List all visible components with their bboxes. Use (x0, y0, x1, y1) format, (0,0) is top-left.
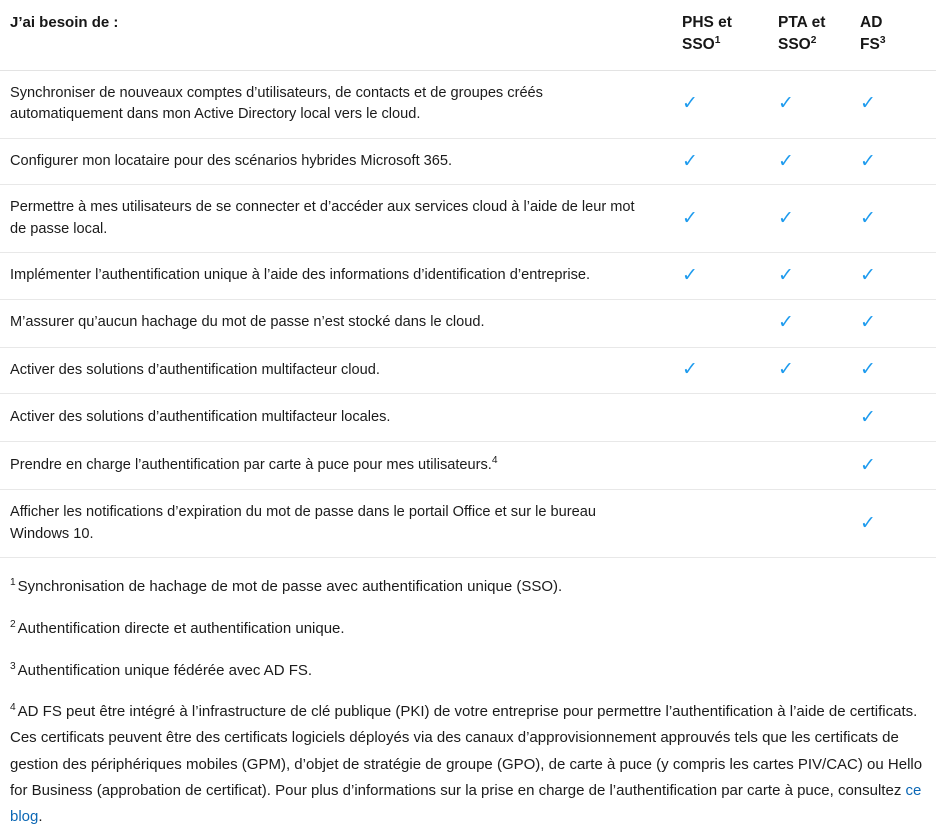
empty-cell (682, 406, 700, 424)
check-icon: ✓ (860, 206, 876, 229)
footnote-text: AD FS peut être intégré à l’infrastructure de clé publique (PKI) de votre entreprise pour permettre l’authentification à l’aide de certificats. Ces certificats peuvent être des certificats logiciels déployés via des canaux d’approvisionnement approuvés tels que les certificats de gestion des périphériques mobiles (GPM), d’objet de stratégie de groupe (GPO), de carte à puce (y compris les cartes PIV/CAC) ou Hello for Business (approbation de certificat). Pour plus d’informations sur la prise en charge de l’authentification par carte à puce, consultez (10, 703, 923, 799)
support-cell-pta-sso (770, 299, 852, 347)
footnote-marker: 2 (10, 618, 16, 630)
check-icon: ✓ (682, 263, 698, 286)
footnote-text: Authentification directe et authentification unique. (17, 619, 345, 637)
requirement-cell (0, 442, 674, 490)
support-cell-adfs (852, 347, 936, 393)
support-cell-adfs (852, 185, 936, 253)
check-icon: ✓ (778, 92, 794, 115)
footnote-ref-2: 2 (810, 34, 817, 46)
support-cell-adfs (852, 138, 936, 184)
requirement-text: Configurer mon locataire pour des scénarios hybrides Microsoft 365. (10, 152, 453, 169)
column-header-adfs-text: FS (860, 36, 880, 53)
support-cell-adfs (852, 299, 936, 347)
footnote-ref-3: 3 (879, 34, 886, 46)
table-row (0, 138, 936, 184)
support-cell-phs-sso (674, 71, 770, 139)
support-cell-adfs (852, 490, 936, 558)
support-cell-pta-sso (770, 138, 852, 184)
support-cell-phs-sso (674, 490, 770, 558)
support-cell-phs-sso (674, 299, 770, 347)
support-cell-phs-sso (674, 394, 770, 442)
check-icon: ✓ (860, 311, 876, 334)
column-header-adfs (852, 0, 936, 71)
table-header-row (0, 0, 936, 71)
footnote-text-tail: . (38, 807, 43, 825)
table-header (0, 0, 936, 71)
footnote-text: Synchronisation de hachage de mot de passe avec authentification unique (SSO). (17, 577, 563, 595)
support-cell-phs-sso (674, 185, 770, 253)
support-cell-pta-sso (770, 347, 852, 393)
requirement-cell (0, 253, 674, 299)
support-cell-adfs (852, 394, 936, 442)
footnotes-section (0, 558, 936, 830)
empty-cell (778, 512, 796, 530)
table-body (0, 71, 936, 558)
requirement-cell (0, 394, 674, 442)
column-header-pta-sso-line2 (778, 34, 852, 56)
column-header-phs-sso-line1: PHS et (682, 14, 732, 31)
check-icon: ✓ (860, 405, 876, 428)
table-row (0, 490, 936, 558)
check-icon: ✓ (860, 511, 876, 534)
column-header-adfs-line2 (860, 34, 936, 56)
check-icon: ✓ (778, 311, 794, 334)
footnote-ref-1: 1 (714, 34, 721, 46)
column-header-adfs-line1: AD (860, 14, 883, 31)
support-cell-adfs (852, 253, 936, 299)
support-cell-phs-sso (674, 347, 770, 393)
requirement-cell (0, 138, 674, 184)
empty-cell (778, 406, 796, 424)
column-header-pta-sso (770, 0, 852, 71)
support-cell-pta-sso (770, 185, 852, 253)
support-cell-pta-sso (770, 253, 852, 299)
requirement-cell (0, 299, 674, 347)
footnote-text: Authentification unique fédérée avec AD FS. (17, 661, 313, 679)
footnote-3 (10, 658, 926, 684)
column-header-pta-sso-line1: PTA et (778, 14, 826, 31)
check-icon: ✓ (682, 92, 698, 115)
table-row (0, 185, 936, 253)
requirement-cell (0, 490, 674, 558)
column-header-need (0, 0, 674, 71)
empty-cell (682, 512, 700, 530)
requirement-text: Prendre en charge l’authentification par carte à puce pour mes utilisateurs. (10, 456, 492, 473)
requirement-text: Implémenter l’authentification unique à l’aide des informations d’identification d’entreprise. (10, 267, 591, 284)
column-header-phs-sso-text: SSO (682, 36, 715, 53)
column-header-phs-sso-line2 (682, 34, 770, 56)
check-icon: ✓ (860, 453, 876, 476)
check-icon: ✓ (682, 149, 698, 172)
column-header-phs-sso (674, 0, 770, 71)
check-icon: ✓ (778, 263, 794, 286)
requirement-text: Synchroniser de nouveaux comptes d’utilisateurs, de contacts et de groupes créés automatiquement dans mon Active Directory local vers le cloud. (10, 85, 543, 123)
table-row (0, 442, 936, 490)
ce-blog-link[interactable]: ce blog (10, 781, 922, 825)
check-icon: ✓ (682, 206, 698, 229)
support-cell-pta-sso (770, 490, 852, 558)
requirement-text: M’assurer qu’aucun hachage du mot de passe n’est stocké dans le cloud. (10, 314, 485, 331)
table-row (0, 394, 936, 442)
column-header-need-label: J’ai besoin de : (10, 14, 119, 31)
column-header-pta-sso-text: SSO (778, 36, 811, 53)
table-row (0, 347, 936, 393)
footnote-1 (10, 574, 926, 600)
requirement-cell (0, 71, 674, 139)
footnote-marker: 1 (10, 576, 16, 588)
requirement-cell (0, 185, 674, 253)
requirement-text: Permettre à mes utilisateurs de se connecter et d’accéder aux services cloud à l’aide de leur mot de passe local. (10, 199, 635, 237)
support-cell-pta-sso (770, 394, 852, 442)
check-icon: ✓ (682, 358, 698, 381)
support-cell-phs-sso (674, 138, 770, 184)
check-icon: ✓ (860, 263, 876, 286)
check-icon: ✓ (860, 358, 876, 381)
requirement-text: Afficher les notifications d’expiration du mot de passe dans le portail Office et sur le bureau Windows 10. (10, 504, 596, 542)
support-cell-adfs (852, 71, 936, 139)
check-icon: ✓ (778, 358, 794, 381)
table-row (0, 299, 936, 347)
check-icon: ✓ (778, 149, 794, 172)
footnote-2 (10, 616, 926, 642)
footnote-marker: 3 (10, 660, 16, 672)
support-cell-pta-sso (770, 71, 852, 139)
empty-cell (682, 454, 700, 472)
empty-cell (682, 312, 700, 330)
footnote-4 (10, 699, 926, 829)
support-cell-phs-sso (674, 442, 770, 490)
check-icon: ✓ (860, 92, 876, 115)
table-row (0, 253, 936, 299)
footnote-marker: 4 (10, 702, 16, 714)
check-icon: ✓ (860, 149, 876, 172)
requirement-cell (0, 347, 674, 393)
requirement-text: Activer des solutions d’authentification multifacteur cloud. (10, 361, 380, 378)
check-icon: ✓ (778, 206, 794, 229)
requirement-text: Activer des solutions d’authentification multifacteur locales. (10, 408, 391, 425)
empty-cell (778, 454, 796, 472)
table-row (0, 71, 936, 139)
footnote-ref-4: 4 (491, 454, 498, 466)
support-cell-adfs (852, 442, 936, 490)
support-cell-pta-sso (770, 442, 852, 490)
support-cell-phs-sso (674, 253, 770, 299)
